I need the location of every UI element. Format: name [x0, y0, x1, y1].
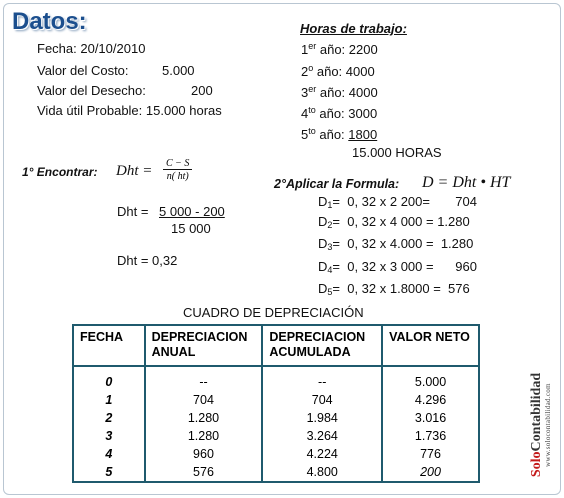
cell-dep-acumulada: 4.800	[262, 463, 382, 482]
horas-item-4: $4^{to}$ año: 3000	[301, 105, 378, 121]
d-line-4: $D_4= 0$, 32 x 3 000 = 960	[318, 259, 477, 275]
horas-item-3: 3er año: 4000	[301, 84, 378, 100]
table-row	[73, 463, 479, 482]
table-row	[73, 445, 479, 463]
desecho-label: Valor del Desecho:	[37, 83, 146, 98]
d-line-2: $D_2= 0$, 32 x 4 000 = 1.280	[318, 214, 470, 230]
horas-last-value: 1800	[348, 127, 378, 142]
cell-valor-neto: 776	[382, 445, 479, 463]
cell-valor-neto: 3.016	[382, 409, 479, 427]
page-title: Datos:	[12, 8, 87, 35]
d-line-5: $D_5= 0$, 32 x 1.8000 = 576	[318, 281, 470, 297]
vida-line: Vida útil Probable: 15.000 horas	[37, 103, 222, 118]
fecha-line: Fecha: 20/10/2010	[37, 41, 146, 56]
horas-item-5: $5^{to}$ año: 1800	[301, 126, 378, 142]
calc-numerator: 5 000 - 200	[159, 204, 225, 219]
dht-result: Dht = 0,32	[117, 253, 178, 268]
table-row	[73, 391, 479, 409]
brand-logo-text: SoloContabilidad	[529, 372, 544, 478]
header-valor-neto: VALOR NETO	[382, 325, 479, 366]
horas-title: Horas de trabajo:	[300, 21, 407, 36]
cell-valor-neto: 5.000	[382, 366, 479, 391]
calc-lhs: Dht =	[117, 204, 149, 219]
table-title: CUADRO DE DEPRECIACIÓN	[183, 305, 364, 320]
cell-dep-anual: 704	[145, 391, 263, 409]
cell-valor-neto: 1.736	[382, 427, 479, 445]
cell-fecha: 0	[73, 366, 145, 391]
cell-dep-anual: 960	[145, 445, 263, 463]
encontrar-label: 1° Encontrar:	[22, 165, 98, 179]
aplicar-label: 2°Aplicar la Formula:	[274, 177, 400, 191]
table-row	[73, 366, 479, 391]
d-line-1: $D_1= 0$, 32 x 2 200= 704	[318, 194, 477, 210]
cell-dep-anual: 1.280	[145, 427, 263, 445]
horas-item-2: 2$^o$ año: 4000	[301, 63, 375, 79]
cell-dep-acumulada: 1.984	[262, 409, 382, 427]
cell-dep-acumulada: 704	[262, 391, 382, 409]
cell-valor-neto: 200	[382, 463, 479, 482]
desecho-value: 200	[191, 83, 213, 98]
horas-total: 15.000 HORAS	[352, 145, 442, 160]
d-line-3: $D_3= 0$, 32 x 4.000 = 1.280	[318, 236, 474, 252]
formula-fraction	[163, 158, 192, 182]
table-row	[73, 409, 479, 427]
depreciation-table	[72, 324, 480, 483]
header-fecha: FECHA	[73, 325, 145, 366]
formula-denominator: n( ht)	[166, 171, 189, 182]
cell-dep-acumulada: 4.224	[262, 445, 382, 463]
formula-lhs: Dht =	[116, 163, 153, 179]
costo-label: Valor del Costo:	[37, 63, 129, 78]
cell-dep-acumulada: 3.264	[262, 427, 382, 445]
cell-fecha: 3	[73, 427, 145, 445]
cell-fecha: 4	[73, 445, 145, 463]
calc-denominator: 15 000	[171, 221, 211, 236]
cell-dep-anual: 576	[145, 463, 263, 482]
header-dep-acumulada: DEPRECIACION ACUMULADA	[262, 325, 382, 366]
cell-fecha: 1	[73, 391, 145, 409]
brand-url: www.solocontabilidad.com	[544, 383, 552, 467]
cell-dep-anual: --	[145, 366, 263, 391]
cell-fecha: 2	[73, 409, 145, 427]
cell-fecha: 5	[73, 463, 145, 482]
header-dep-anual: DEPRECIACION ANUAL	[145, 325, 263, 366]
table-row	[73, 427, 479, 445]
formula-numerator: C − S	[163, 158, 192, 170]
horas-item-1: 1er año: 2200	[301, 41, 378, 57]
cell-dep-acumulada: --	[262, 366, 382, 391]
cell-valor-neto: 4.296	[382, 391, 479, 409]
table-header-row	[73, 325, 479, 366]
cell-dep-anual: 1.280	[145, 409, 263, 427]
brand-watermark	[530, 360, 556, 490]
costo-value: 5.000	[162, 63, 195, 78]
aplicar-formula: D = Dht • HT	[422, 174, 511, 191]
